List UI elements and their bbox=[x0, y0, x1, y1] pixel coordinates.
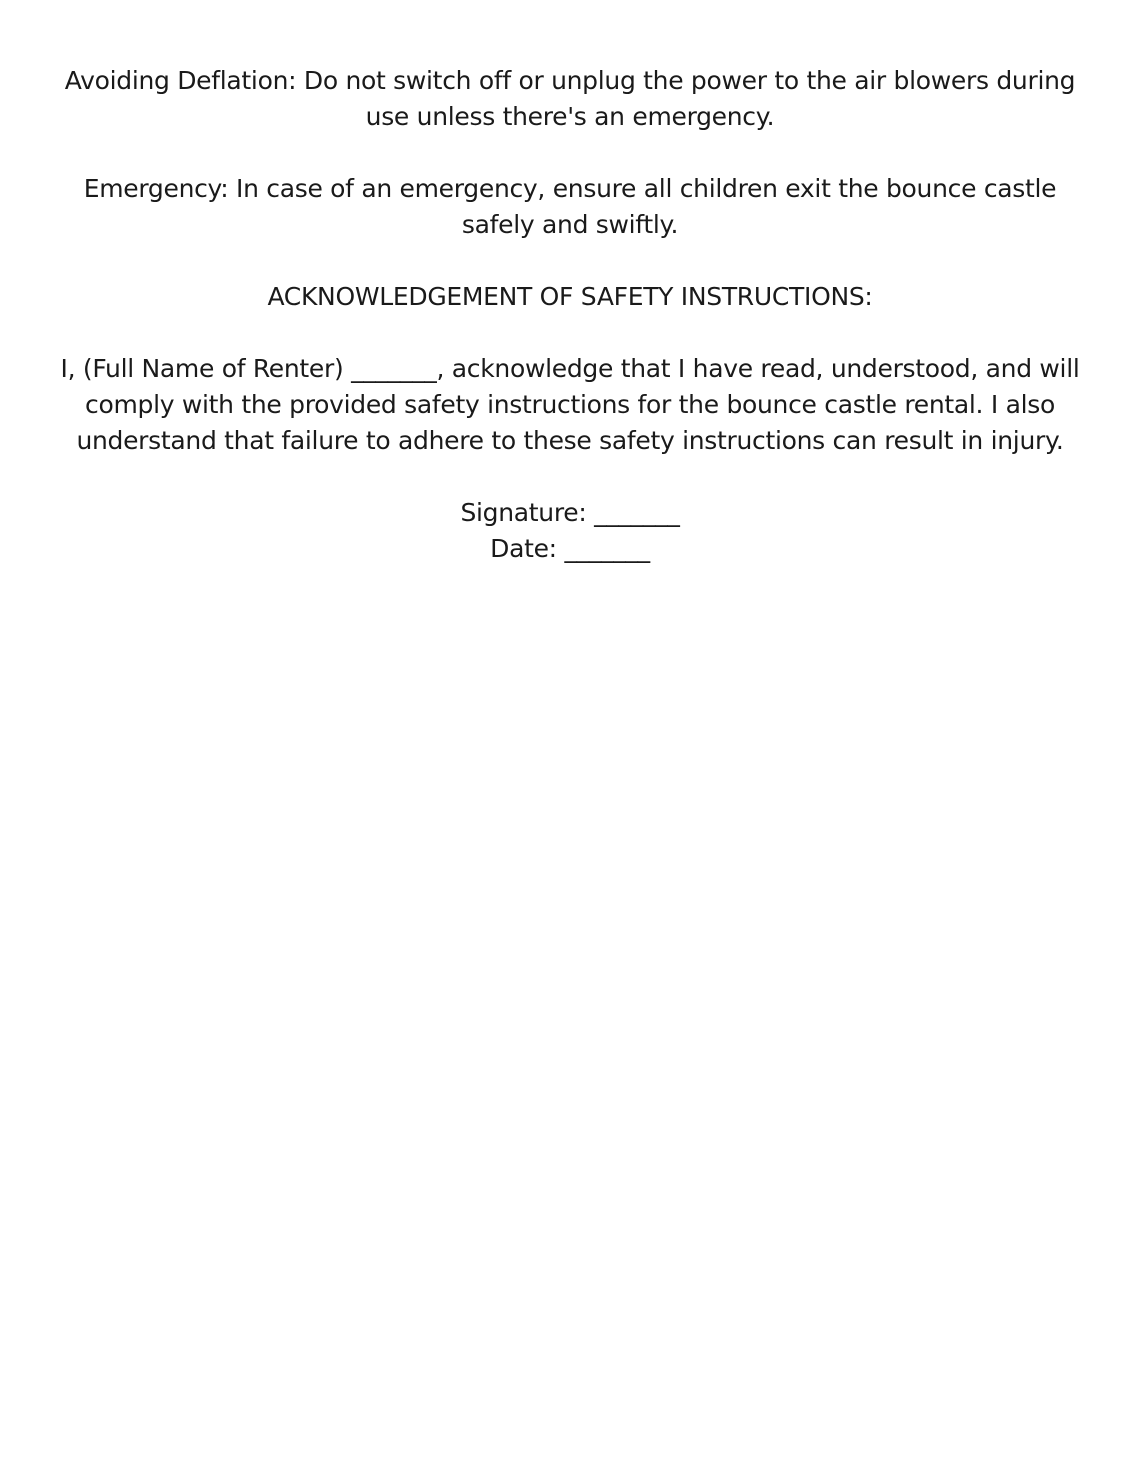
acknowledgement-line-3: understand that failure to adhere to these safety instructions can result in injury. bbox=[76, 426, 1064, 455]
deflation-line-2: use unless there's an emergency. bbox=[365, 102, 775, 131]
signature-block bbox=[30, 495, 1110, 567]
acknowledgement-line-2: comply with the provided safety instructions for the bounce castle rental. I also bbox=[85, 390, 1055, 419]
emergency-paragraph bbox=[30, 171, 1110, 243]
emergency-line-1: Emergency: In case of an emergency, ensure all children exit the bounce castle bbox=[83, 174, 1057, 203]
acknowledgement-paragraph bbox=[30, 351, 1110, 459]
deflation-line-1: Avoiding Deflation: Do not switch off or unplug the power to the air blowers during bbox=[64, 66, 1076, 95]
acknowledgement-heading: ACKNOWLEDGEMENT OF SAFETY INSTRUCTIONS: bbox=[267, 282, 873, 311]
date-line: Date: _______ bbox=[490, 534, 650, 563]
acknowledgement-line-1: I, (Full Name of Renter) _______, acknowledge that I have read, understood, and will bbox=[60, 354, 1080, 383]
signature-line: Signature: _______ bbox=[460, 498, 680, 527]
deflation-paragraph bbox=[30, 63, 1110, 135]
emergency-line-2: safely and swiftly. bbox=[461, 210, 679, 239]
